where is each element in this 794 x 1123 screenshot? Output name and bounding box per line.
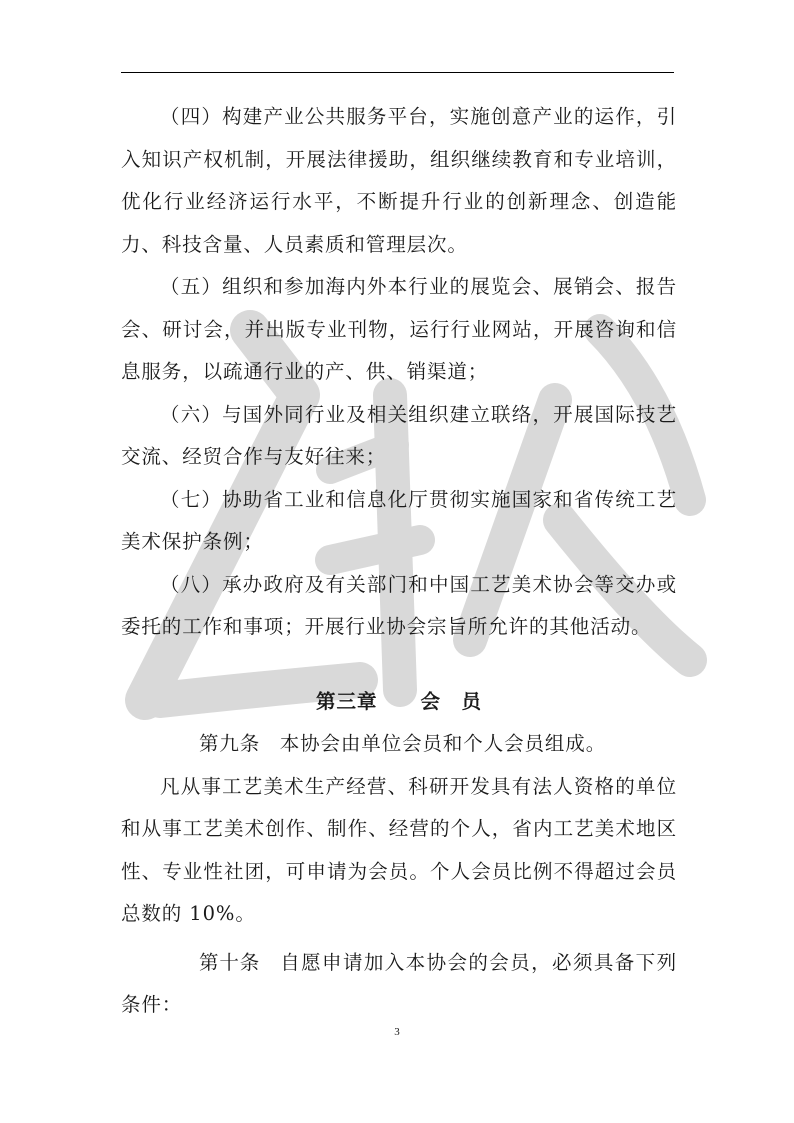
clause-7: （七）协助省工业和信息化厅贯彻实施国家和省传统工艺美术保护条例； — [121, 487, 677, 553]
header-rule — [121, 72, 674, 73]
article-10-text: 自愿申请加入本协会的会员，必须具备下列条件： — [121, 950, 677, 1016]
chapter-title: 会 员 — [420, 689, 482, 713]
article-9-label: 第九条 — [199, 732, 261, 755]
article-9-text: 本协会由单位会员和个人会员组成。 — [279, 732, 607, 755]
clause-8: （八）承办政府及有关部门和中国工艺美术协会等交办或委托的工作和事项；开展行业协会宗旨所允许的其他活动。 — [121, 572, 677, 638]
article-9 — [121, 723, 677, 766]
clause-4: （四）构建产业公共服务平台，实施创意产业的运作，引入知识产权机制，开展法律援助，组织继续教育和专业培训，优化行业经济运行水平，不断提升行业的创新理念、创造能力、科技含量、人员素质和管理层次。 — [121, 105, 677, 256]
clause-5: （五）组织和参加海内外本行业的展览会、展销会、报告会、研讨会，并出版专业刊物，运行行业网站，开展咨询和信息服务，以疏通行业的产、供、销渠道； — [121, 275, 677, 383]
document-body — [121, 96, 677, 1027]
page-number: 3 — [394, 1026, 400, 1038]
article-9-detail: 凡从事工艺美术生产经营、科研开发具有法人资格的单位和从事工艺美术创作、制作、经营的个人，省内工艺美术地区性、专业性社团，可申请为会员。个人会员比例不得超过会员总数的 10%。 — [121, 774, 677, 925]
article-10 — [121, 942, 677, 1027]
chapter-number: 第三章 — [316, 689, 378, 713]
clause-6: （六）与国外同行业及相关组织建立联络，开展国际技艺交流、经贸合作与友好往来； — [121, 402, 677, 468]
chapter-heading — [121, 681, 677, 724]
article-10-label: 第十条 — [199, 950, 261, 974]
